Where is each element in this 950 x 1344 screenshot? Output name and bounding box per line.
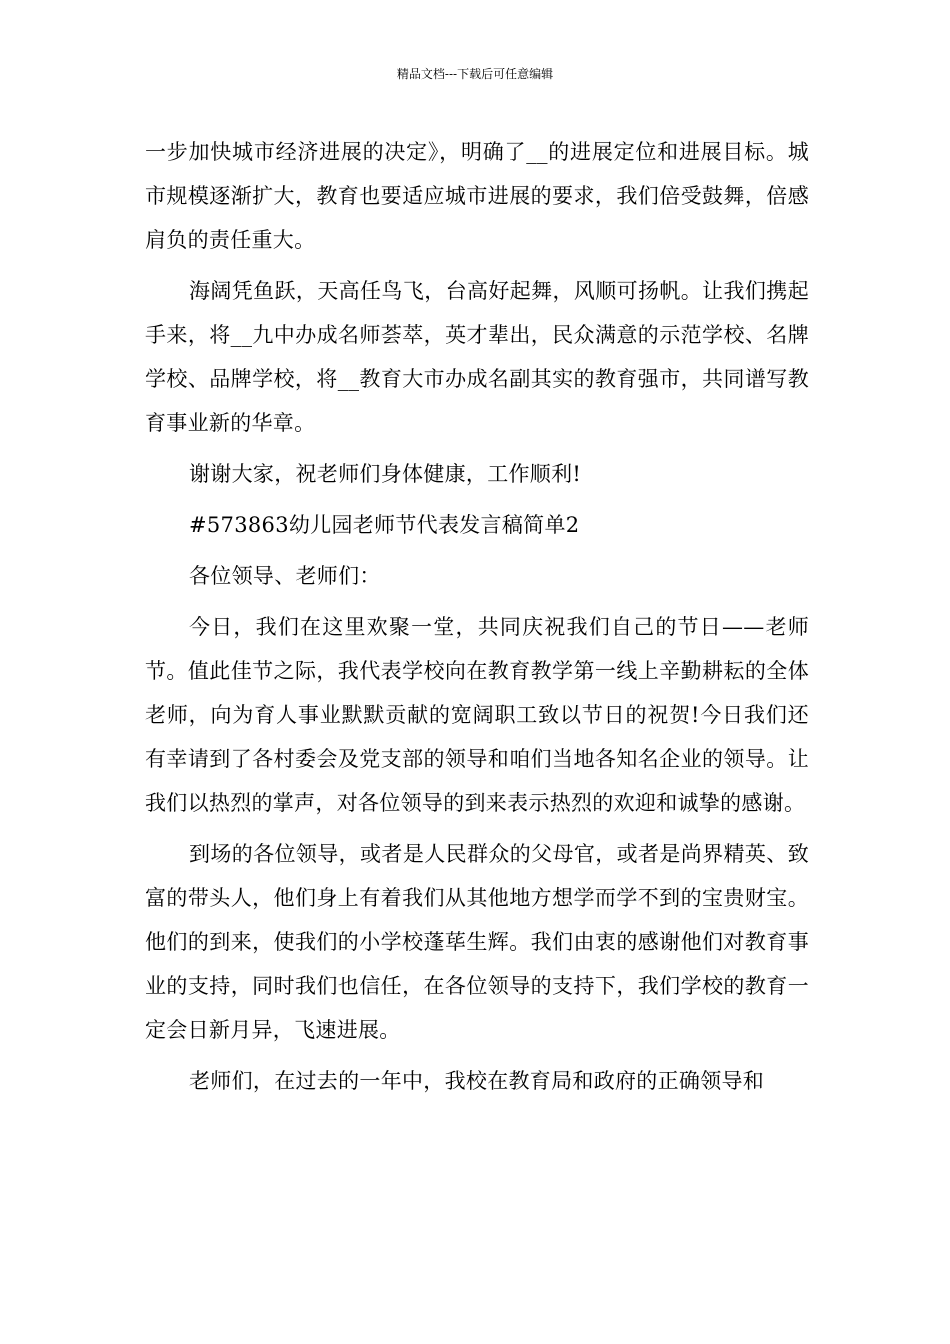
document-body <box>145 130 809 1110</box>
paragraph-opening: 今日，我们在这里欢聚一堂，共同庆祝我们自己的节日——老师节。值此佳节之际，我代表学校向在教育教学第一线上辛勤耕耘的全体老师，向为育人事业默默贡献的宽阔职工致以节日的祝贺!今日我们还有幸请到了各村委会及党支部的领导和咱们当地各知名企业的领导。让我们以热烈的掌声，对各位领导的到来表示热烈的欢迎和诚挚的感谢。 <box>145 615 809 815</box>
page-header: 精品文档---下载后可任意编辑 <box>396 67 554 81</box>
paragraph-past-year: 老师们，在过去的一年中，我校在教育局和政府的正确领导和 <box>189 1069 765 1093</box>
paragraph-closing-call: 海阔凭鱼跃，天高任鸟飞，台高好起舞，风顺可扬帆。让我们携起手来，将__九中办成名师荟萃，英才辈出，民众满意的示范学校、名牌学校、品牌学校，将__教育大市办成名副其实的教育强市，共同谱写教育事业新的华章。 <box>145 279 809 435</box>
section-title: #573863幼儿园老师节代表发言稿简单2 <box>189 513 580 537</box>
paragraph-guests: 到场的各位领导，或者是人民群众的父母官，或者是尚界精英、致富的带头人，他们身上有着我们从其他地方想学而学不到的宝贵财宝。他们的到来，使我们的小学校蓬荜生辉。我们由衷的感谢他们对教育事业的支持，同时我们也信任，在各位领导的支持下，我们学校的教育一定会日新月异，飞速进展。 <box>145 842 809 1042</box>
paragraph-thanks: 谢谢大家，祝老师们身体健康，工作顺利! <box>189 462 582 486</box>
salutation: 各位领导、老师们： <box>189 564 381 588</box>
paragraph-continuation: 一步加快城市经济进展的决定》，明确了__的进展定位和进展目标。城市规模逐渐扩大，教育也要适应城市进展的要求，我们倍受鼓舞，倍感肩负的责任重大。 <box>145 140 809 252</box>
